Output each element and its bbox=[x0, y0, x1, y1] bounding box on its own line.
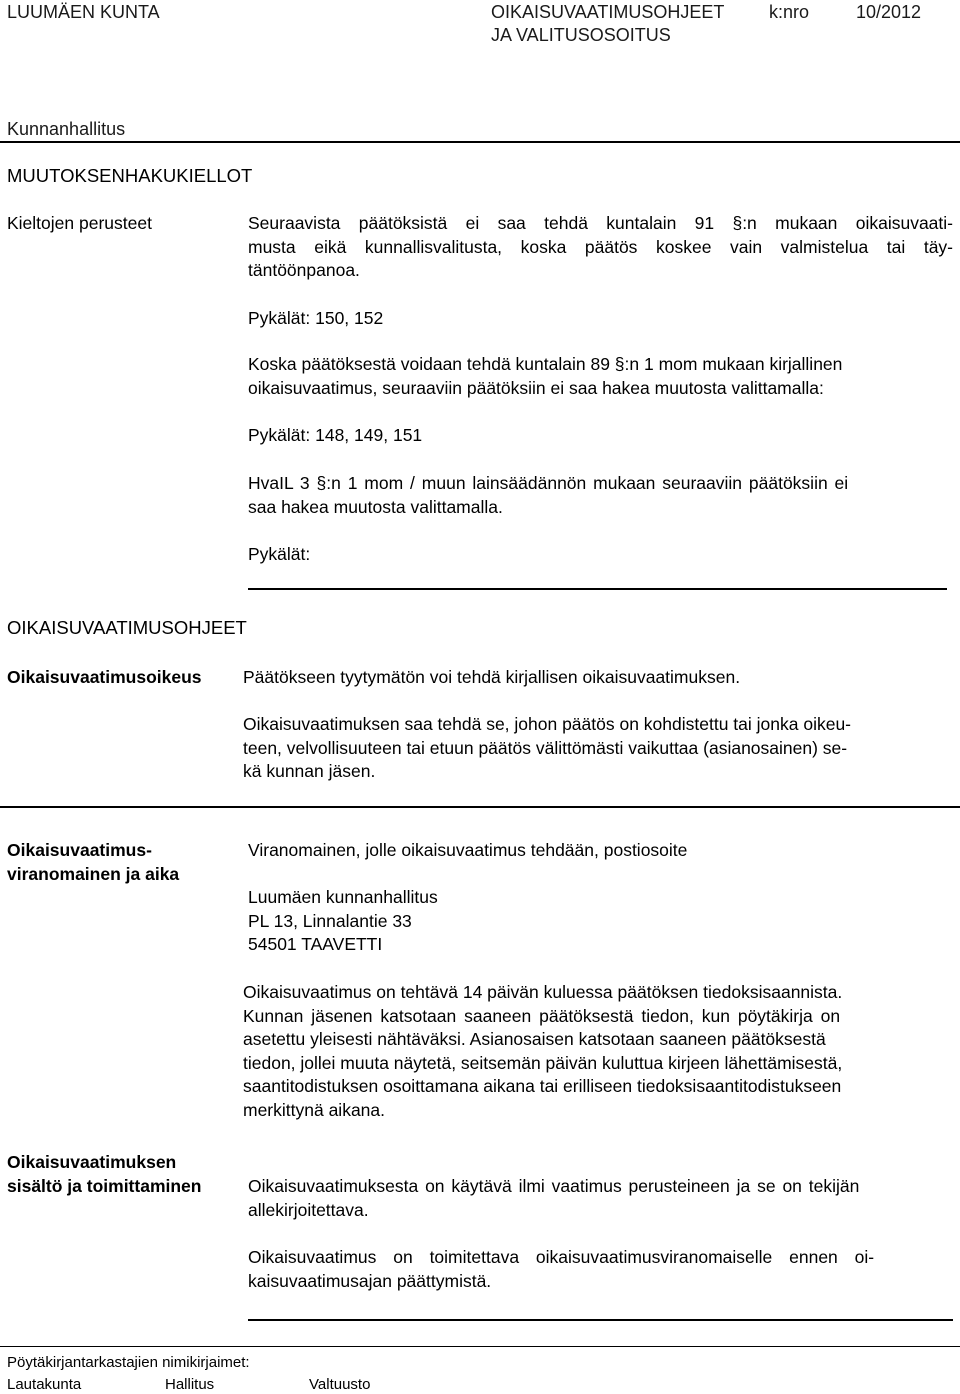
sections-list-2: Pykälät: 148, 149, 151 bbox=[248, 425, 423, 445]
address-line: 54501 TAAVETTI bbox=[248, 934, 383, 954]
text-line: tiedon, jollei muuta näytetä, seitsemän päivän kuluttua kirjeen lähettämisestä, bbox=[243, 1052, 843, 1073]
text-line: Oikaisuvaatimus on tehtävä 14 päivän kuluessa päätöksen tiedoksisaannista. bbox=[243, 982, 843, 1002]
text-line: asetettu yleisesti nähtäväksi. Asianosaisen katsotaan saaneen päätöksestä bbox=[243, 1029, 826, 1049]
text-line: Kunnan jäsenen katsotaan saaneen päätöksestä tiedon, kun pöytäkirja on bbox=[243, 1005, 841, 1026]
right-paragraph-2 bbox=[243, 713, 953, 784]
text-line: saa hakea muutosta valittamalla. bbox=[248, 496, 503, 517]
sections-list-3: Pykälät: bbox=[248, 544, 311, 564]
instructions-divider bbox=[0, 806, 960, 808]
initials-label: Pöytäkirjantarkastajien nimikirjaimet: bbox=[7, 1354, 250, 1371]
grounds-label: Kieltojen perusteet bbox=[7, 213, 152, 233]
text-line: musta eikä kunnallisvalitusta, koska päätös koskee vain valmistelua tai täy- bbox=[248, 236, 953, 257]
authority-intro: Viranomainen, jolle oikaisuvaatimus tehdään, postiosoite bbox=[248, 840, 688, 860]
text-line: kaisuvaatimusajan päättymistä. bbox=[248, 1270, 492, 1291]
document-title: OIKAISUVAATIMUSOHJEET bbox=[491, 2, 725, 22]
text-line: Koska päätöksestä voidaan tehdä kuntalain 89 §:n 1 mom mukaan kirjallinen bbox=[248, 354, 843, 374]
bans-paragraph-2 bbox=[248, 353, 953, 400]
municipality-name: LUUMÄEN KUNTA bbox=[7, 2, 160, 22]
document-date: 10/2012 bbox=[856, 2, 922, 22]
address-line: Luumäen kunnanhallitus bbox=[248, 887, 438, 907]
authority-address bbox=[248, 886, 438, 957]
address-line: PL 13, Linnalantie 33 bbox=[248, 910, 412, 931]
label-line: viranomainen ja aika bbox=[7, 863, 180, 884]
label-line: Oikaisuvaatimuksen bbox=[7, 1152, 177, 1172]
label-line: sisältö ja toimittaminen bbox=[7, 1175, 202, 1196]
text-line: merkittynä aikana. bbox=[243, 1099, 386, 1120]
text-line: kä kunnan jäsen. bbox=[243, 761, 376, 781]
sections-divider bbox=[248, 588, 947, 590]
text-line: HvaIL 3 §:n 1 mom / muun lainsäädännön mukaan seuraaviin päätöksiin ei bbox=[248, 473, 849, 493]
text-line: Oikaisuvaatimuksesta on käytävä ilmi vaatimus perusteineen ja se on tekijän bbox=[248, 1176, 860, 1196]
board-name: Kunnanhallitus bbox=[7, 119, 126, 139]
text-line: Oikaisuvaatimus on toimitettava oikaisuvaatimusviranomaiselle ennen oi- bbox=[248, 1247, 875, 1267]
text-line: oikaisuvaatimus, seuraaviin päätöksiin ei saa hakea muutosta valittamalla: bbox=[248, 377, 824, 398]
bans-paragraph-3 bbox=[248, 472, 953, 519]
right-text: Päätökseen tyytymätön voi tehdä kirjallisen oikaisuvaatimuksen. bbox=[243, 667, 741, 687]
footer-col-council: Valtuusto bbox=[309, 1376, 371, 1393]
footer-col-board: Lautakunta bbox=[7, 1376, 82, 1393]
bans-heading: MUUTOKSENHAKUKIELLOT bbox=[7, 165, 253, 186]
text-line: Oikaisuvaatimuksen saa tehdä se, johon päätös on kohdistettu tai jonka oikeu- bbox=[243, 714, 852, 734]
instructions-heading: OIKAISUVAATIMUSOHJEET bbox=[7, 617, 247, 638]
label-line: Oikaisuvaatimus- bbox=[7, 840, 152, 860]
content-divider bbox=[248, 1319, 953, 1321]
footer-col-government: Hallitus bbox=[165, 1376, 215, 1393]
footer-divider bbox=[0, 1346, 960, 1347]
content-label bbox=[7, 1151, 201, 1198]
right-label: Oikaisuvaatimusoikeus bbox=[7, 667, 202, 687]
content-paragraph bbox=[248, 1175, 953, 1222]
time-paragraph bbox=[243, 981, 953, 1122]
text-line: Seuraavista päätöksistä ei saa tehdä kuntalain 91 §:n mukaan oikaisuvaati- bbox=[248, 213, 953, 233]
header-divider bbox=[0, 141, 960, 143]
document-subtitle: JA VALITUSOSOITUS bbox=[491, 25, 671, 45]
deliver-paragraph bbox=[248, 1246, 953, 1293]
text-line: täntöönpanoa. bbox=[248, 260, 360, 280]
text-line: teen, velvollisuuteen tai etuun päätös välittömästi vaikuttaa (asianosainen) se- bbox=[243, 737, 848, 758]
authority-label bbox=[7, 839, 179, 886]
kn-label: k:nro bbox=[769, 2, 810, 22]
sections-list-1: Pykälät: 150, 152 bbox=[248, 308, 384, 328]
bans-paragraph-1 bbox=[248, 212, 953, 283]
text-line: saantitodistuksen osoittamana aikana tai erilliseen tiedoksisaantitodistukseen bbox=[243, 1076, 842, 1096]
text-line: allekirjoitettava. bbox=[248, 1199, 369, 1220]
